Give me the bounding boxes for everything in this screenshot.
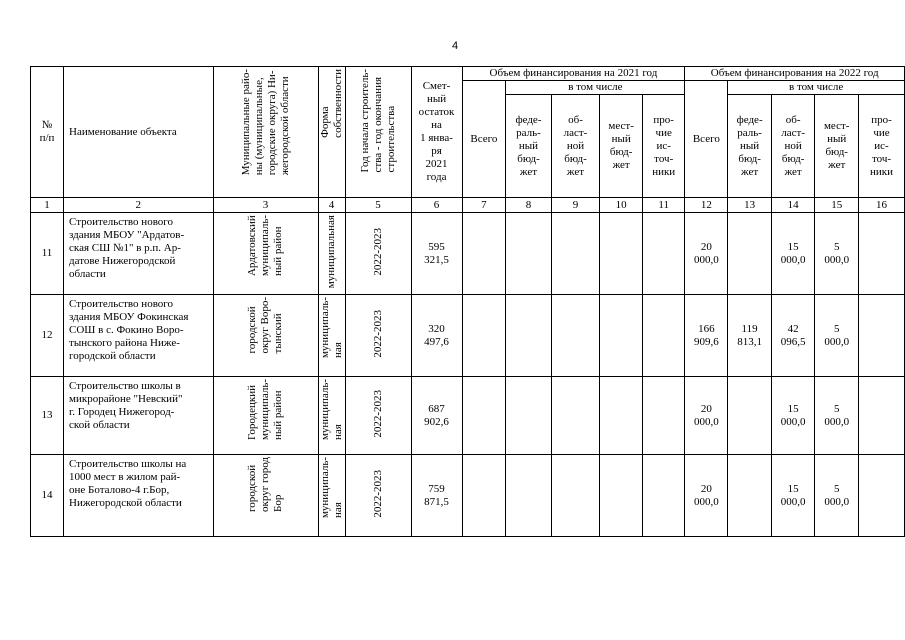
local-2022: 5 000,0 <box>815 213 859 295</box>
header-other-2022: про- чие ис- точ- ники <box>858 95 904 198</box>
construction-years: 2022-2023 <box>345 295 411 377</box>
column-number: 12 <box>685 198 728 213</box>
page-number: 4 <box>451 40 459 52</box>
column-number: 6 <box>411 198 462 213</box>
row-num: 11 <box>31 213 64 295</box>
total-2021 <box>462 455 506 537</box>
header-regional-2022: об- ласт- ной бюд- жет <box>771 95 814 198</box>
column-number: 14 <box>771 198 814 213</box>
local-2022: 5 000,0 <box>815 455 859 537</box>
local-2022: 5 000,0 <box>815 377 859 455</box>
table-row <box>31 455 905 537</box>
header-regional-2021: об- ласт- ной бюд- жет <box>551 95 600 198</box>
local-2021 <box>600 377 643 455</box>
object-name: Строительство нового здания МБОУ "Ардатов- ская СШ №1" в р.п. Ар- датове Нижегородской области <box>64 213 214 295</box>
header-federal-2021: феде- раль- ный бюд- жет <box>506 95 551 198</box>
local-2021 <box>600 213 643 295</box>
ownership: муниципальная <box>318 213 345 295</box>
header-fin-2021: Объем финансирования на 2021 год <box>462 67 685 81</box>
federal-2021 <box>506 377 551 455</box>
table-row <box>31 377 905 455</box>
column-number-row <box>31 198 905 213</box>
other-2021 <box>643 377 685 455</box>
regional-2022: 15 000,0 <box>771 213 814 295</box>
ownership: муниципаль- ная <box>318 377 345 455</box>
ownership: муниципаль- ная <box>318 455 345 537</box>
header-num: № п/п <box>31 67 64 198</box>
header-name: Наименование объекта <box>64 67 214 198</box>
column-number: 10 <box>600 198 643 213</box>
header-other-2021: про- чие ис- точ- ники <box>643 95 685 198</box>
object-name: Строительство школы на 1000 мест в жилом рай- оне Боталово-4 г.Бор, Нижегородской области <box>64 455 214 537</box>
regional-2022: 42 096,5 <box>771 295 814 377</box>
regional-2022: 15 000,0 <box>771 377 814 455</box>
header-ownership: Форма собственности <box>318 67 345 198</box>
other-2021 <box>643 213 685 295</box>
table-row <box>31 213 905 295</box>
total-2022: 166 909,6 <box>685 295 728 377</box>
header-total-2021: Всего <box>462 81 506 198</box>
total-2021 <box>462 295 506 377</box>
construction-years: 2022-2023 <box>345 213 411 295</box>
municipality: городской округ Воро- тынский <box>213 295 318 377</box>
estimated-balance: 595 321,5 <box>411 213 462 295</box>
local-2021 <box>600 295 643 377</box>
column-number: 13 <box>728 198 772 213</box>
header-total-2022: Всего <box>685 81 728 198</box>
header-local-2021: мест- ный бюд- жет <box>600 95 643 198</box>
estimated-balance: 687 902,6 <box>411 377 462 455</box>
other-2021 <box>643 295 685 377</box>
municipality: Городецкий муниципаль- ный район <box>213 377 318 455</box>
object-name: Строительство школы в микрорайоне "Невский" г. Городец Нижегород- ской области <box>64 377 214 455</box>
header-incl-2022: в том числе <box>728 81 905 95</box>
federal-2022 <box>728 377 772 455</box>
financing-table <box>30 66 905 537</box>
federal-2021 <box>506 295 551 377</box>
total-2022: 20 000,0 <box>685 377 728 455</box>
row-num: 13 <box>31 377 64 455</box>
header-balance: Смет- ный остаток на 1 янва- ря 2021 года <box>411 67 462 198</box>
object-name: Строительство нового здания МБОУ Фокинская СОШ в с. Фокино Воро- тынского района Ниже- городской области <box>64 295 214 377</box>
local-2022: 5 000,0 <box>815 295 859 377</box>
column-number: 9 <box>551 198 600 213</box>
other-2022 <box>858 213 904 295</box>
other-2021 <box>643 455 685 537</box>
federal-2022 <box>728 213 772 295</box>
regional-2021 <box>551 213 600 295</box>
estimated-balance: 320 497,6 <box>411 295 462 377</box>
local-2021 <box>600 455 643 537</box>
column-number: 7 <box>462 198 506 213</box>
federal-2021 <box>506 455 551 537</box>
total-2021 <box>462 377 506 455</box>
column-number: 1 <box>31 198 64 213</box>
regional-2021 <box>551 455 600 537</box>
header-municipality: Муниципальные райо- ны (муниципальные, городские округа) Ни- жегородской области <box>213 67 318 198</box>
table-row <box>31 295 905 377</box>
header-fin-2022: Объем финансирования на 2022 год <box>685 67 905 81</box>
other-2022 <box>858 455 904 537</box>
row-num: 14 <box>31 455 64 537</box>
header-local-2022: мест- ный бюд- жет <box>815 95 859 198</box>
other-2022 <box>858 295 904 377</box>
municipality: городской округ город Бор <box>213 455 318 537</box>
row-num: 12 <box>31 295 64 377</box>
other-2022 <box>858 377 904 455</box>
column-number: 4 <box>318 198 345 213</box>
total-2022: 20 000,0 <box>685 455 728 537</box>
federal-2022: 119 813,1 <box>728 295 772 377</box>
column-number: 3 <box>213 198 318 213</box>
column-number: 11 <box>643 198 685 213</box>
header-federal-2022: феде- раль- ный бюд- жет <box>728 95 772 198</box>
regional-2021 <box>551 295 600 377</box>
column-number: 15 <box>815 198 859 213</box>
header-years: Год начала строитель- ства - год окончания строительства <box>345 67 411 198</box>
ownership: муниципаль- ная <box>318 295 345 377</box>
construction-years: 2022-2023 <box>345 377 411 455</box>
column-number: 16 <box>858 198 904 213</box>
total-2022: 20 000,0 <box>685 213 728 295</box>
regional-2022: 15 000,0 <box>771 455 814 537</box>
column-number: 5 <box>345 198 411 213</box>
column-number: 2 <box>64 198 214 213</box>
municipality: Ардатовский муниципаль- ный район <box>213 213 318 295</box>
estimated-balance: 759 871,5 <box>411 455 462 537</box>
federal-2021 <box>506 213 551 295</box>
header-incl-2021: в том числе <box>506 81 685 95</box>
construction-years: 2022-2023 <box>345 455 411 537</box>
federal-2022 <box>728 455 772 537</box>
regional-2021 <box>551 377 600 455</box>
column-number: 8 <box>506 198 551 213</box>
total-2021 <box>462 213 506 295</box>
